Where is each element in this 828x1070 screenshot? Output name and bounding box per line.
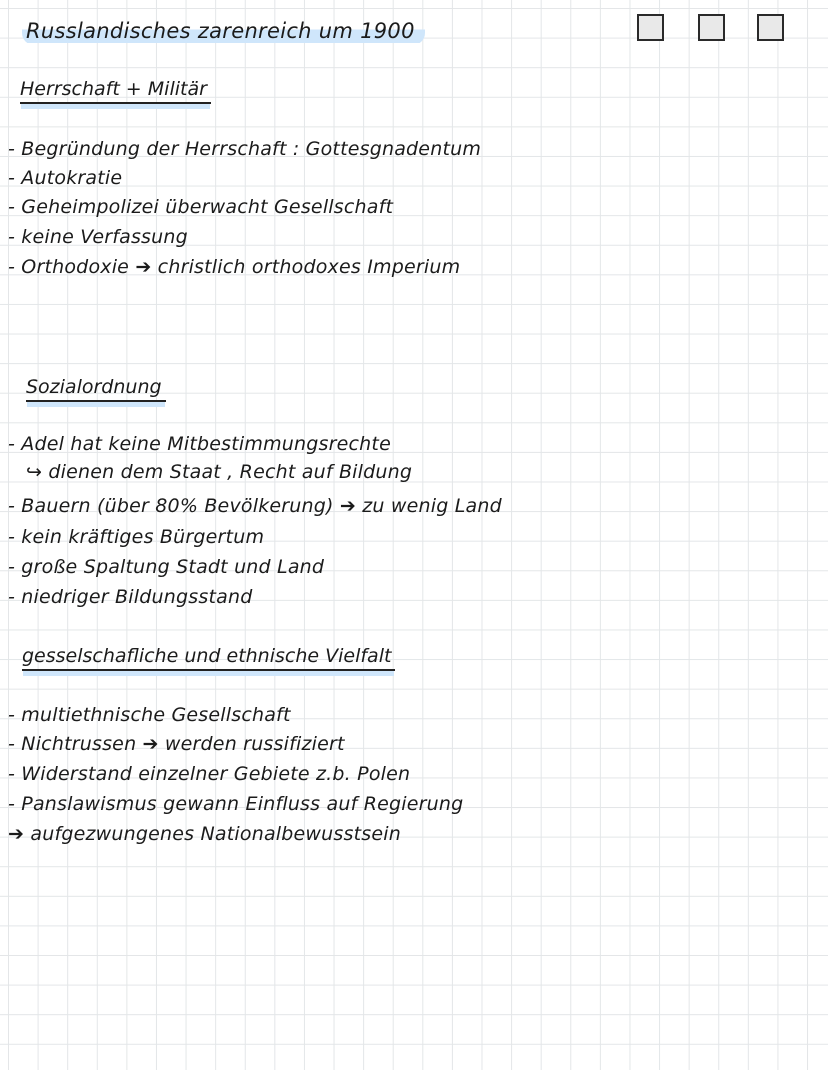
- checkbox-2[interactable]: [698, 14, 725, 41]
- list-item: - große Spaltung Stadt und Land: [8, 556, 325, 578]
- list-item: - Widerstand einzelner Gebiete z.b. Polen: [8, 763, 411, 785]
- list-item: ↪ dienen dem Staat , Recht auf Bildung: [26, 461, 413, 483]
- list-item: - Nichtrussen ➔ werden russifiziert: [8, 733, 345, 755]
- list-item: - Panslawismus gewann Einfluss auf Regierung: [8, 793, 464, 815]
- section-heading-herrschaft: Herrschaft + Militär: [20, 78, 211, 100]
- list-item: - Adel hat keine Mitbestimmungsrechte: [8, 433, 391, 455]
- section-heading-sozialordnung: Sozialordnung: [26, 376, 166, 398]
- list-item: - niedriger Bildungsstand: [8, 586, 253, 608]
- checkbox-1[interactable]: [637, 14, 664, 41]
- list-item: - Autokratie: [8, 167, 123, 189]
- page-title: Russlandisches zarenreich um 1900: [22, 17, 425, 45]
- list-item: - keine Verfassung: [8, 226, 188, 248]
- list-item: - Orthodoxie ➔ christlich orthodoxes Imperium: [8, 256, 461, 278]
- checkbox-3[interactable]: [757, 14, 784, 41]
- list-item: ➔ aufgezwungenes Nationalbewusstsein: [8, 823, 401, 845]
- list-item: - Bauern (über 80% Bevölkerung) ➔ zu wenig Land: [8, 495, 502, 517]
- list-item: - multiethnische Gesellschaft: [8, 704, 291, 726]
- list-item: - Geheimpolizei überwacht Gesellschaft: [8, 196, 394, 218]
- section-heading-vielfalt: gesselschafliche und ethnische Vielfalt: [22, 645, 395, 667]
- list-item: - Begründung der Herrschaft : Gottesgnadentum: [8, 138, 482, 160]
- list-item: - kein kräftiges Bürgertum: [8, 526, 265, 548]
